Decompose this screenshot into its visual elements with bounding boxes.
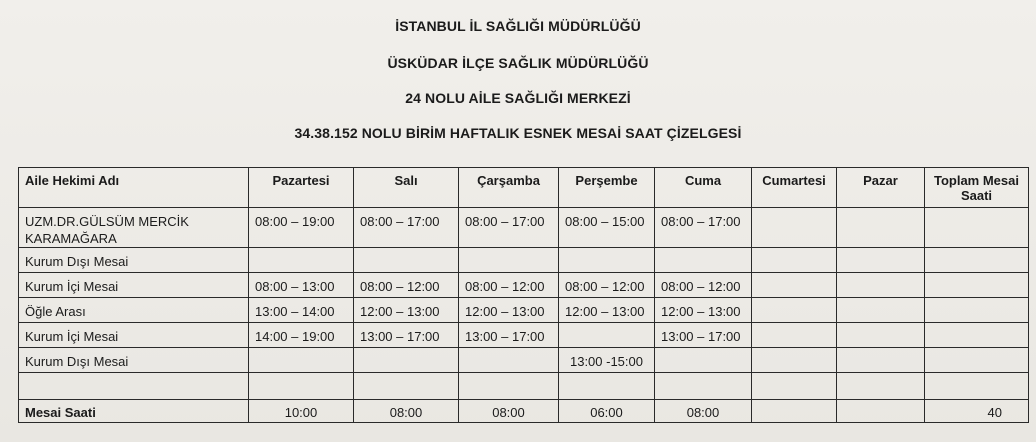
table-cell: 08:00 – 13:00 [249,273,354,298]
table-cell: 13:00 – 14:00 [249,298,354,323]
table-cell [752,273,837,298]
col-header-tuesday: Salı [354,168,459,208]
table-cell [752,208,837,248]
table-cell: 08:00 – 19:00 [249,208,354,248]
cell-total-label: Mesai Saati [19,400,249,423]
table-cell: 08:00 – 12:00 [655,273,752,298]
col-header-total: Toplam Mesai Saati [925,168,1029,208]
col-header-saturday: Cumartesi [752,168,837,208]
table-cell [752,248,837,273]
table-cell: 08:00 – 17:00 [354,208,459,248]
table-cell: 12:00 – 13:00 [354,298,459,323]
table-cell: 12:00 – 13:00 [559,298,655,323]
table-cell: 08:00 [354,400,459,423]
table-cell: 12:00 – 13:00 [655,298,752,323]
heading-province: İSTANBUL İL SAĞLIĞI MÜDÜRLÜĞÜ [395,18,641,34]
table-cell [925,273,1029,298]
table-cell: 13:00 – 17:00 [459,323,559,348]
cell-doctor-name: UZM.DR.GÜLSÜM MERCİK KARAMAĞARA [19,208,249,248]
table-cell: 14:00 – 19:00 [249,323,354,348]
table-cell: 08:00 – 17:00 [459,208,559,248]
table-cell [354,348,459,373]
table-cell [752,323,837,348]
table-cell: 08:00 – 17:00 [655,208,752,248]
table-cell [19,373,249,400]
table-cell: 13:00 -15:00 [559,348,655,373]
table-cell [459,348,559,373]
table-row [19,323,1029,348]
table-cell [925,298,1029,323]
table-cell [925,348,1029,373]
table-cell [752,298,837,323]
col-header-name: Aile Hekimi Adı [19,168,249,208]
table-header-row [19,168,1029,208]
table-cell: 08:00 [459,400,559,423]
table-cell [837,323,925,348]
table-cell [459,248,559,273]
table-cell [837,373,925,400]
col-header-wednesday: Çarşamba [459,168,559,208]
table-cell [655,248,752,273]
table-cell [837,208,925,248]
table-row [19,298,1029,323]
table-cell: 13:00 – 17:00 [655,323,752,348]
table-cell [249,348,354,373]
table-cell [752,348,837,373]
table-cell [925,208,1029,248]
table-cell: 08:00 – 12:00 [459,273,559,298]
table-cell [837,298,925,323]
table-cell [655,348,752,373]
cell-row-label: Kurum Dışı Mesai [19,248,249,273]
col-header-sunday: Pazar [837,168,925,208]
heading-schedule-title: 34.38.152 NOLU BİRİM HAFTALIK ESNEK MESAİ SAAT ÇİZELGESİ [294,125,742,141]
schedule-table [18,167,1029,423]
heading-health-center: 24 NOLU AİLE SAĞLIĞI MERKEZİ [405,90,631,106]
table-cell: 06:00 [559,400,655,423]
table-cell [837,400,925,423]
table-cell [249,248,354,273]
table-cell: 08:00 [655,400,752,423]
table-cell [837,348,925,373]
table-cell: 08:00 – 15:00 [559,208,655,248]
table-cell: 08:00 – 12:00 [354,273,459,298]
cell-row-label: Kurum Dışı Mesai [19,348,249,373]
table-cell [925,373,1029,400]
table-cell [752,400,837,423]
table-total-row [19,400,1029,423]
cell-total-hours: 40 [925,400,1029,423]
table-cell [925,323,1029,348]
table-cell: 08:00 – 12:00 [559,273,655,298]
cell-row-label: Kurum İçi Mesai [19,273,249,298]
table-cell [655,373,752,400]
table-cell [249,373,354,400]
table-cell: 10:00 [249,400,354,423]
table-cell [837,248,925,273]
table-row [19,348,1029,373]
cell-row-label: Kurum İçi Mesai [19,323,249,348]
table-row [19,208,1029,248]
heading-district: ÜSKÜDAR İLÇE SAĞLIK MÜDÜRLÜĞÜ [387,55,649,71]
table-cell: 13:00 – 17:00 [354,323,459,348]
col-header-monday: Pazartesi [249,168,354,208]
table-cell [837,273,925,298]
col-header-thursday: Perşembe [559,168,655,208]
table-row [19,373,1029,400]
table-cell [354,248,459,273]
table-cell [354,373,459,400]
col-header-friday: Cuma [655,168,752,208]
table-cell [559,373,655,400]
table-cell [752,373,837,400]
table-cell: 12:00 – 13:00 [459,298,559,323]
table-cell [559,248,655,273]
table-cell [459,373,559,400]
table-cell [925,248,1029,273]
cell-row-label: Öğle Arası [19,298,249,323]
table-cell [559,323,655,348]
table-row [19,273,1029,298]
table-row [19,248,1029,273]
